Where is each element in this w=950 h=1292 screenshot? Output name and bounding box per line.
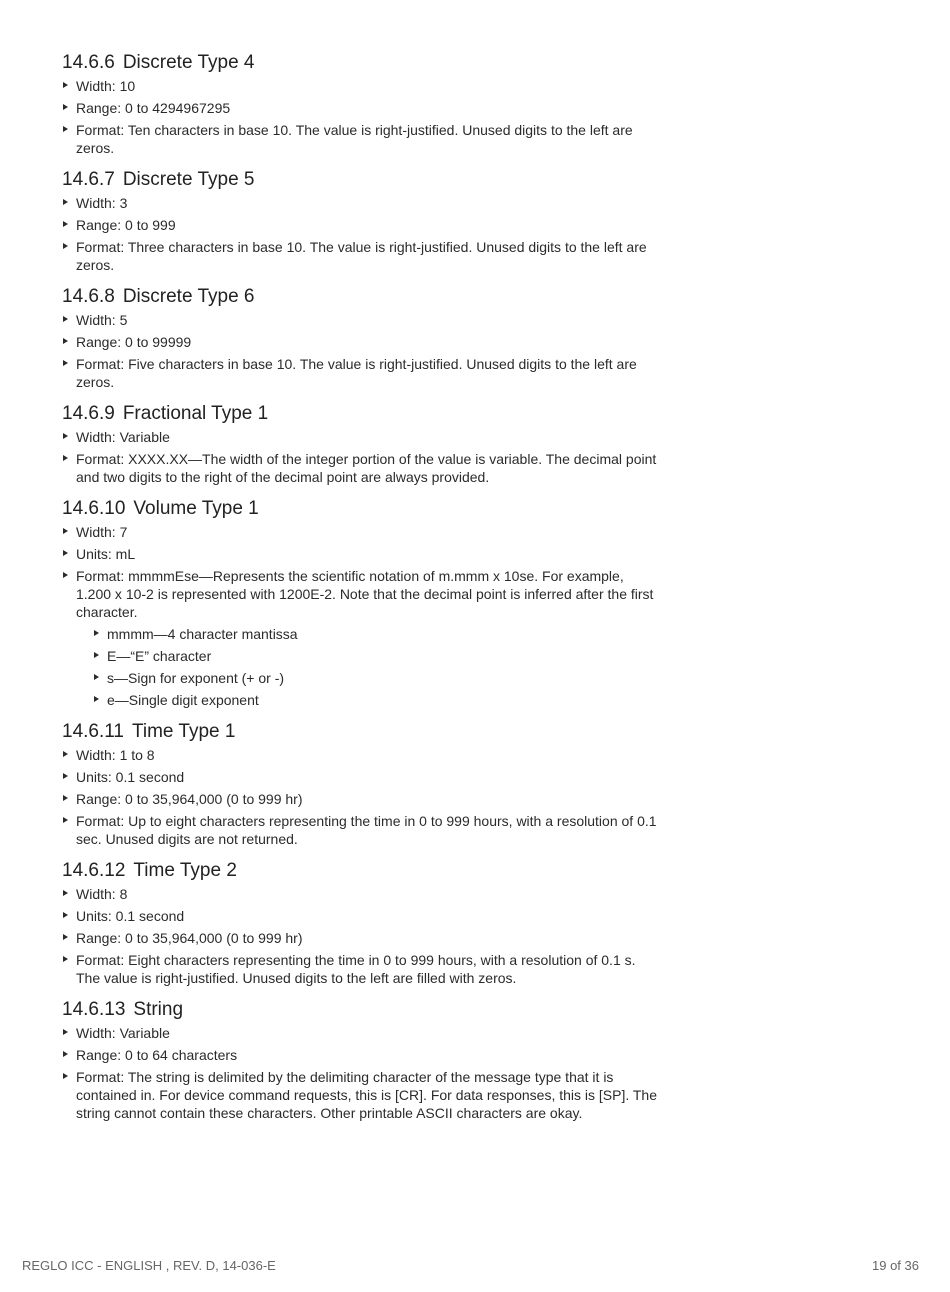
list-item: Width: Variable	[62, 428, 662, 446]
list-item	[62, 567, 662, 709]
list-item: Width: 8	[62, 885, 662, 903]
bullet-list	[62, 428, 662, 486]
section-string	[62, 997, 662, 1122]
bullet-list	[62, 746, 662, 848]
list-item: Range: 0 to 4294967295	[62, 99, 662, 117]
bullet-list	[62, 1024, 662, 1122]
list-item: Format: Up to eight characters representing the time in 0 to 999 hours, with a resolution of 0.1 sec. Unused digits are not returned.	[62, 812, 662, 848]
section-title: Discrete Type 5	[122, 169, 255, 190]
list-item: Format: The string is delimited by the delimiting character of the message type that it is contained in. For device command requests, this is [CR]. For data responses, this is [SP]. The string cannot contain these characters. Other printable ASCII characters are okay.	[62, 1068, 662, 1122]
section-heading	[62, 167, 662, 193]
section-number: 14.6.10	[62, 498, 126, 519]
list-item: Range: 0 to 999	[62, 216, 662, 234]
list-item: Units: 0.1 second	[62, 907, 662, 925]
section-time-type-1	[62, 719, 662, 848]
list-item: Range: 0 to 35,964,000 (0 to 999 hr)	[62, 929, 662, 947]
document-body	[62, 50, 662, 1132]
section-title: Volume Type 1	[133, 498, 259, 519]
section-number: 14.6.6	[62, 52, 115, 73]
sub-list-item: s—Sign for exponent (+ or -)	[93, 669, 662, 687]
section-number: 14.6.7	[62, 169, 115, 190]
section-number: 14.6.9	[62, 403, 115, 424]
bullet-list	[62, 311, 662, 391]
list-item: Format: Eight characters representing the time in 0 to 999 hours, with a resolution of 0.1 s. The value is right-justified. Unused digits to the left are filled with zeros.	[62, 951, 662, 987]
section-time-type-2	[62, 858, 662, 987]
list-item: Width: 7	[62, 523, 662, 541]
footer-document-id: REGLO ICC - ENGLISH , REV. D, 14-036-E	[22, 1258, 276, 1273]
list-item: Units: mL	[62, 545, 662, 563]
section-discrete-type-6	[62, 284, 662, 391]
section-title: Discrete Type 6	[122, 286, 255, 307]
section-heading	[62, 997, 662, 1023]
section-heading	[62, 719, 662, 745]
list-item: Range: 0 to 35,964,000 (0 to 999 hr)	[62, 790, 662, 808]
sub-bullet-list	[93, 625, 662, 709]
bullet-list	[62, 885, 662, 987]
section-heading	[62, 858, 662, 884]
section-heading	[62, 50, 662, 76]
bullet-list	[62, 77, 662, 157]
footer-page-number: 19 of 36	[872, 1258, 919, 1273]
bullet-list	[62, 523, 662, 709]
list-item: Format: Three characters in base 10. The value is right-justified. Unused digits to the left are zeros.	[62, 238, 662, 274]
list-item-text: Format: mmmmEse—Represents the scientific notation of m.mmm x 10se. For example, 1.200 x 10-2 is represented with 1200E-2. Note that the decimal point is inferred after the first character.	[76, 568, 654, 620]
section-number: 14.6.8	[62, 286, 115, 307]
list-item: Width: 10	[62, 77, 662, 95]
sub-list-item: mmmm—4 character mantissa	[93, 625, 662, 643]
section-number: 14.6.12	[62, 860, 126, 881]
section-title: Fractional Type 1	[122, 403, 269, 424]
section-heading	[62, 496, 662, 522]
bullet-list	[62, 194, 662, 274]
section-title: Discrete Type 4	[122, 52, 255, 73]
list-item: Width: 3	[62, 194, 662, 212]
sub-list-item: E—“E” character	[93, 647, 662, 665]
section-volume-type-1	[62, 496, 662, 709]
section-number: 14.6.13	[62, 999, 126, 1020]
section-title: Time Type 2	[133, 860, 237, 881]
sub-list-item: e—Single digit exponent	[93, 691, 662, 709]
list-item: Range: 0 to 99999	[62, 333, 662, 351]
list-item: Width: Variable	[62, 1024, 662, 1042]
section-heading	[62, 401, 662, 427]
list-item: Width: 1 to 8	[62, 746, 662, 764]
list-item: Format: Five characters in base 10. The value is right-justified. Unused digits to the left are zeros.	[62, 355, 662, 391]
section-title: Time Type 1	[131, 721, 236, 742]
list-item: Format: XXXX.XX—The width of the integer portion of the value is variable. The decimal point and two digits to the right of the decimal point are always provided.	[62, 450, 662, 486]
list-item: Width: 5	[62, 311, 662, 329]
section-number: 14.6.11	[62, 721, 124, 742]
list-item: Units: 0.1 second	[62, 768, 662, 786]
section-heading	[62, 284, 662, 310]
section-discrete-type-4	[62, 50, 662, 157]
section-fractional-type-1	[62, 401, 662, 486]
section-title: String	[133, 999, 184, 1020]
section-discrete-type-5	[62, 167, 662, 274]
list-item: Range: 0 to 64 characters	[62, 1046, 662, 1064]
list-item: Format: Ten characters in base 10. The value is right-justified. Unused digits to the left are zeros.	[62, 121, 662, 157]
